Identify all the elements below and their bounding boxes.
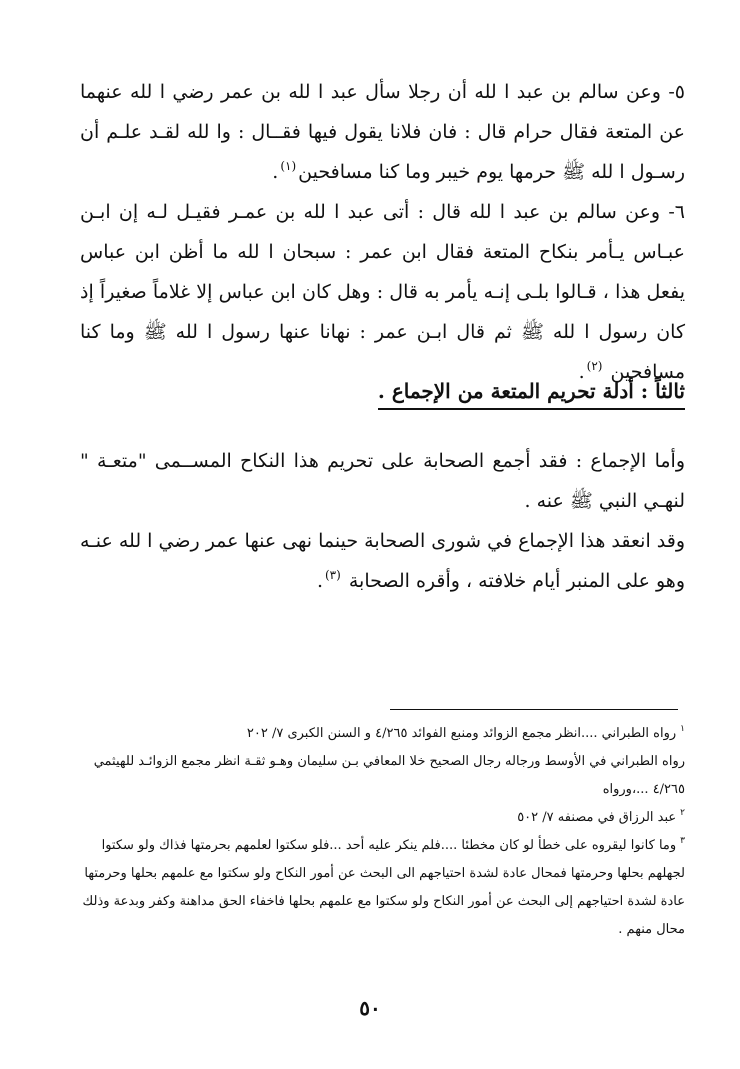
ijma-paragraph-1: وأما الإجماع : فقد أجمع الصحابة على تحريم هذا النكاح المســمى "متعـة " لنهـي النبي ﷺ عنه . [80,450,685,512]
ijma-paragraph-2: وقد انعقد هذا الإجماع في شورى الصحابة حينما نهى عنها عمر رضي ا لله عنـه وهو على المنبر أيام خلافته ، وأقره الصحابة $^{(٣)}$. [80,530,685,592]
footnote-3 [80,832,685,944]
section-heading: ثالثاً : أدلة تحريم المتعة من الإجماع . [378,376,685,410]
section-6-paragraph: ٦- وعن سالم بن عبد ا لله قال : أتى عبد ا لله بن عمـر فقيـل لـه إن ابـن عبـاس يـأمر بنكاح المتعة فقال ابن عمر : سبحان ا لله ما أظن ابن عباس يفعل هذا ، قـالوا بلـى إنـه يأمر به قال : وهل كان ابن عباس إلا غلاماً صغيراً إذ كان رسول ا لله ﷺ ثم قال ابـن عمر : نهانا عنها رسول ا لله ﷺ وما كنا مسافحين $^{(٢)}$. [80,201,685,383]
section-6-text: ٦- وعن سالم بن عبد ا لله قال : أتى عبد ا لله بن عمـر فقيـل لـه إن ابـن عبـاس يـأمر بنكاح المتعة فقال ابن عمر : سبحان ا لله ما أظن ابن عباس يفعل هذا ، قـالوا بلـى إنـه يأمر به قال : وهل كان ابن عباس إلا غلاماً صغيراً إذ كان رسول ا لله ﷺ ثم قال ابـن عمر : نهانا عنها رسول ا لله ﷺ وما كنا مسافحين [80,201,685,383]
section-5-paragraph: ٥- وعن سالم بن عبد ا لله أن رجلا سأل عبد ا لله بن عمر رضي ا لله عنهما عن المتعة فقال حرام قال : فان فلانا يقول فيها فقــال : وا لله لقـد علـم أن رسـول ا لله ﷺ حرمها يوم خيبر وما كنا مسافحين$^{(١)}$. [80,81,685,183]
footnotes [80,720,685,944]
footnote-2 [80,804,685,832]
footnote-ref-2[interactable]: (٢) [586,359,603,373]
footnote-1-number: ١ [680,724,685,734]
footnote-2-number: ٢ [680,808,685,818]
page-number: ٥٠ [359,996,381,1020]
footnote-1-text-a: رواه الطبراني ....انظر مجمع الزوائد ومنبع الفوائد ٤/٢٦٥ و السنن الكبرى ٧/ ٢٠٢ [246,726,677,741]
footnote-divider [390,709,678,710]
footnote-1-line-2: رواه الطبراني في الأوسط ورجاله رجال الصحيح خلا المعافي بـن سليمان وهـو ثقـة انظر مجمع الزوائـد للهيثمي ٤/٢٦٥ ...،ورواه [93,754,685,797]
section-5 [80,72,685,192]
section-5-text: ٥- وعن سالم بن عبد ا لله أن رجلا سأل عبد ا لله بن عمر رضي ا لله عنهما عن المتعة فقال حرام قال : فان فلانا يقول فيها فقــال : وا لله لقـد علـم أن رسـول ا لله ﷺ حرمها يوم خيبر وما كنا مسافحين [80,81,685,183]
footnote-3-text: وما كانوا ليقروه على خطأ لو كان مخطئا ....فلم ينكر عليه أحد ...فلو سكتوا لعلمهم بحرمتها فذاك ولو سكتوا لجهلهم بحلها وحرمتها فمحال عادة لشدة احتياجهم الى البحث عن أمور النكاح ولو سكتوا مع علمهم بحلها وحرمتها عادة لشدة احتياجهم إلى البحث عن أمور النكاح ولو سكتوا مع علمهم بحلها فاخفاء الحق مداهنة وكفر وبدعة وذلك محال منهم . [82,838,685,937]
footnote-1-line-1 [80,720,685,748]
section-6 [80,192,685,392]
footnote-ref-1[interactable]: (١) [280,159,297,173]
footnote-ref-3[interactable]: (٣) [324,568,341,582]
footnote-3-number: ٣ [680,836,685,846]
ijma-paragraph-2-text: وقد انعقد هذا الإجماع في شورى الصحابة حينما نهى عنها عمر رضي ا لله عنـه وهو على المنبر أيام خلافته ، وأقره الصحابة [80,530,685,592]
ijma-section [80,441,685,601]
footnote-2-text: عبد الرزاق في مصنفه ٧/ ٥٠٢ [517,810,677,825]
